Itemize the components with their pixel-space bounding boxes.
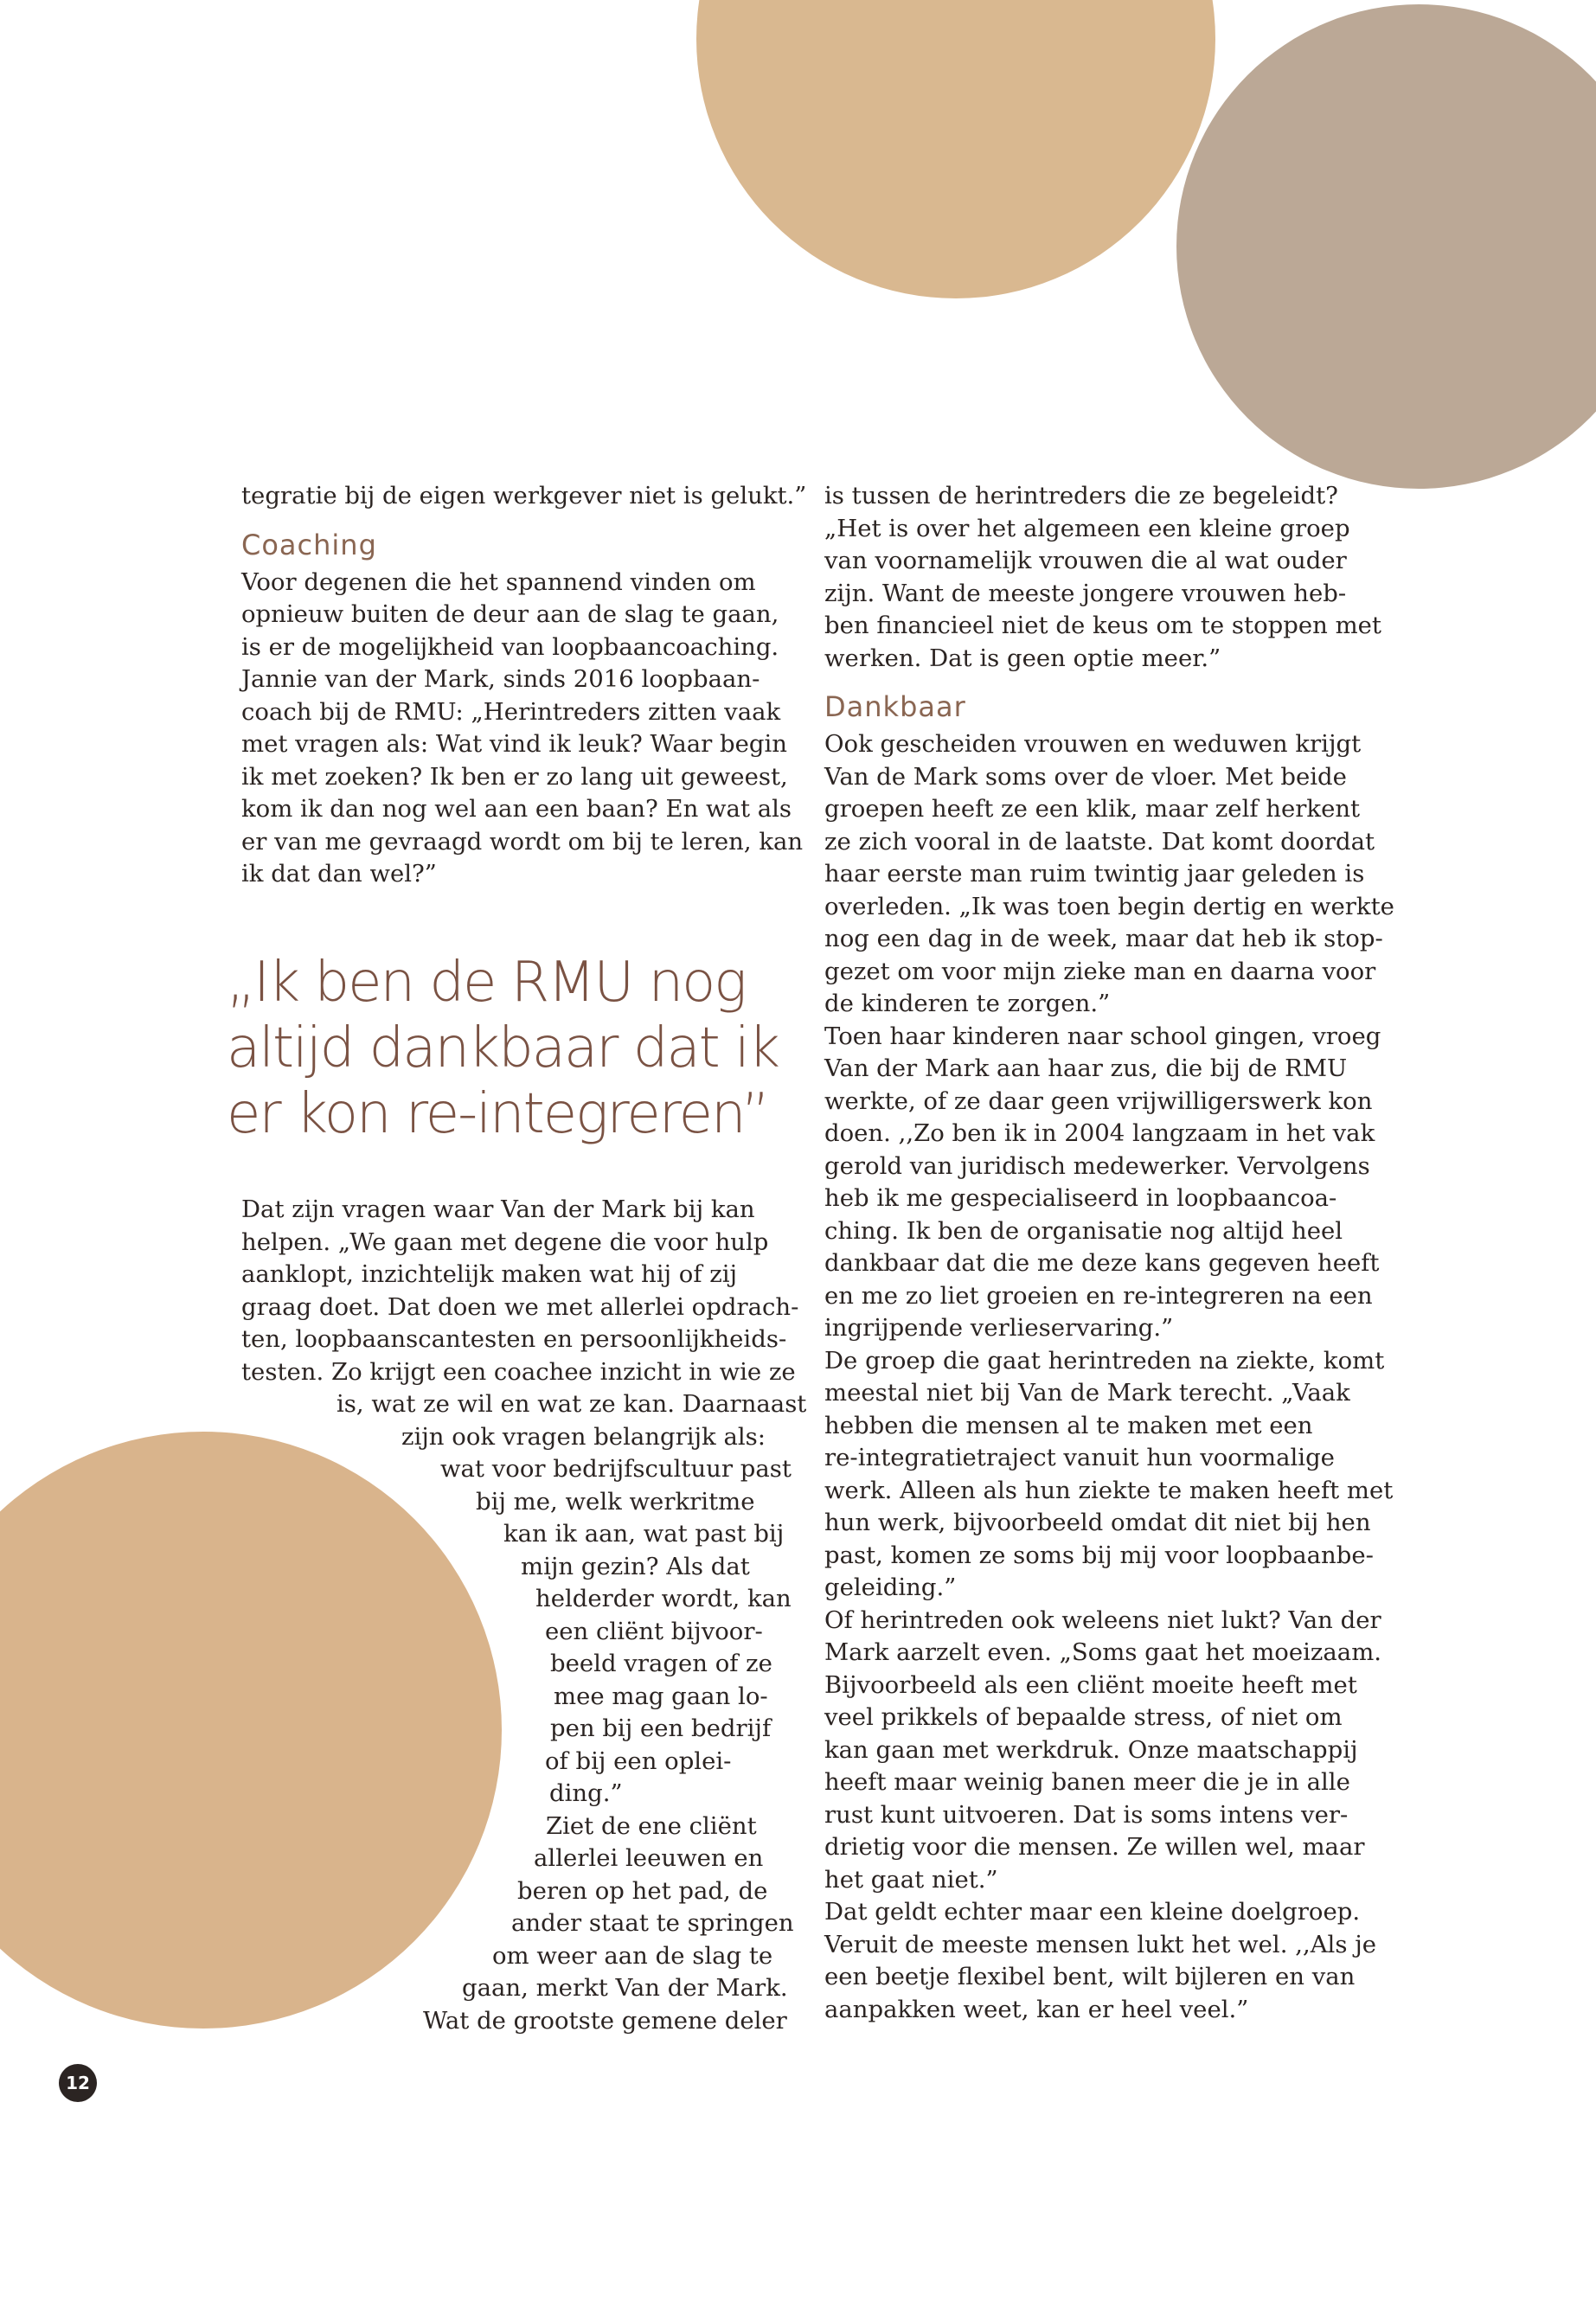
dankbaar-line: geleiding.” <box>824 1574 957 1601</box>
body-line: kan ik aan, wat past bij <box>503 1520 785 1548</box>
right-column <box>824 480 1394 2026</box>
coaching-heading: Coaching <box>241 528 377 561</box>
body-line: zijn ook vragen belangrijk als: <box>401 1422 766 1451</box>
right-intro-line: „Het is over het algemeen een kleine groep <box>824 514 1350 542</box>
dankbaar-line: en me zo liet groeien en re-integreren na een <box>824 1281 1373 1310</box>
dankbaar-line: De groep die gaat herintreden na ziekte, komt <box>824 1346 1385 1375</box>
dankbaar-line: Dat geldt echter maar een kleine doelgroep. <box>824 1898 1361 1926</box>
dankbaar-line: meestal niet bij Van de Mark terecht. „Vaak <box>824 1379 1350 1407</box>
decorative-circle-tan <box>696 0 1215 298</box>
dankbaar-line: het gaat niet.” <box>824 1865 998 1894</box>
body-line: aanklopt, inzichtelijk maken wat hij of zij <box>241 1260 738 1288</box>
dankbaar-line: ze zich vooral in de laatste. Dat komt doordat <box>824 827 1375 856</box>
dankbaar-line: dankbaar dat die me deze kans gegeven heeft <box>824 1249 1380 1277</box>
left-body-paragraph <box>241 1194 807 2037</box>
coaching-line: Jannie van der Mark, sinds 2016 loopbaan- <box>241 665 760 693</box>
dankbaar-line: groepen heeft ze een klik, maar zelf herkent <box>824 795 1361 823</box>
dankbaar-line: ching. Ik ben de organisatie nog altijd heel <box>824 1216 1343 1245</box>
dankbaar-line: werkte, of ze daar geen vrijwilligerswerk kon <box>824 1086 1373 1115</box>
dankbaar-line: past, komen ze soms bij mij voor loopbaanbe- <box>824 1541 1374 1569</box>
body-line: of bij een oplei- <box>545 1747 732 1775</box>
coaching-line: met vragen als: Wat vind ik leuk? Waar begin <box>241 730 787 758</box>
dankbaar-line: kan gaan met werkdruk. Onze maatschappij <box>824 1735 1358 1764</box>
body-line: helpen. „We gaan met degene die voor hulp <box>241 1227 769 1256</box>
dankbaar-line: ingrijpende verlieservaring.” <box>824 1314 1174 1342</box>
right-intro-line: is tussen de herintreders die ze begeleidt? <box>824 482 1338 510</box>
body-line: mijn gezin? Als dat <box>521 1552 750 1580</box>
coaching-line: is er de mogelijkheid van loopbaancoaching. <box>241 632 779 661</box>
coaching-line: er van me gevraagd wordt om bij te leren, kan <box>241 827 804 856</box>
body-line: om weer aan de slag te <box>492 1941 773 1970</box>
body-line: Ziet de ene cliënt <box>546 1811 757 1840</box>
dankbaar-line: een beetje flexibel bent, wilt bijleren en van <box>824 1963 1356 1990</box>
body-line: is, wat ze wil en wat ze kan. Daarnaast <box>337 1390 807 1418</box>
pull-quote <box>227 950 815 1147</box>
dankbaar-line: aanpakken weet, kan er heel veel.” <box>824 1995 1249 2023</box>
body-line: graag doet. Dat doen we met allerlei opdrach- <box>241 1292 799 1321</box>
left-column <box>241 480 807 891</box>
dankbaar-line: doen. ,,Zo ben ik in 2004 langzaam in het vak <box>824 1119 1375 1147</box>
body-line: ander staat te springen <box>511 1909 794 1937</box>
dankbaar-heading: Dankbaar <box>824 690 966 723</box>
dankbaar-line: hebben die mensen al te maken met een <box>824 1411 1313 1439</box>
body-line: gaan, merkt Van der Mark. <box>462 1974 788 2002</box>
body-line: beeld vragen of ze <box>550 1650 772 1677</box>
dankbaar-line: Toen haar kinderen naar school gingen, vroeg <box>824 1022 1381 1050</box>
body-line: bij me, welk werkritme <box>476 1487 755 1516</box>
pull-quote-line: altijd dankbaar dat ik <box>227 1016 779 1080</box>
dankbaar-line: de kinderen te zorgen.” <box>824 990 1111 1017</box>
coaching-line: opnieuw buiten de deur aan de slag te gaan, <box>241 600 779 628</box>
dankbaar-line: rust kunt uitvoeren. Dat is soms intens ver- <box>824 1800 1349 1829</box>
coaching-paragraph <box>241 567 804 891</box>
dankbaar-line: overleden. „Ik was toen begin dertig en werkte <box>824 892 1394 920</box>
body-line: helderder wordt, kan <box>535 1585 792 1612</box>
dankbaar-line: heeft maar weinig banen meer die je in alle <box>824 1768 1350 1796</box>
dankbaar-line: Mark aarzelt even. „Soms gaat het moeizaam. <box>824 1638 1382 1666</box>
pull-quote-line: „Ik ben de RMU nog <box>227 951 746 1015</box>
dankbaar-line: Van de Mark soms over de vloer. Met beide <box>824 762 1347 791</box>
dankbaar-line: Veruit de meeste mensen lukt het wel. ,,Als je <box>824 1930 1377 1958</box>
coaching-line: ik dat dan wel?” <box>241 860 437 888</box>
page-number: 12 <box>59 2064 97 2102</box>
body-line: een cliënt bijvoor- <box>545 1617 763 1645</box>
dankbaar-line: Bijvoorbeeld als een cliënt moeite heeft met <box>824 1670 1357 1699</box>
decorative-circle-taupe <box>1176 4 1596 489</box>
right-intro-line: ben financieel niet de keus om te stoppen met <box>824 612 1381 639</box>
coaching-line: kom ik dan nog wel aan een baan? En wat als <box>241 795 792 823</box>
body-line: wat voor bedrijfscultuur past <box>440 1455 792 1483</box>
body-line: mee mag gaan lo- <box>554 1682 768 1710</box>
right-intro-line: van voornamelijk vrouwen die al wat ouder <box>824 547 1347 574</box>
body-line: Wat de grootste gemene deler <box>423 2006 787 2035</box>
body-line: ding.” <box>549 1779 623 1807</box>
body-line: pen bij een bedrijf <box>550 1715 772 1742</box>
body-line: Dat zijn vragen waar Van der Mark bij kan <box>241 1195 755 1223</box>
coaching-line: coach bij de RMU: „Herintreders zitten vaak <box>241 697 781 726</box>
coaching-line: Voor degenen die het spannend vinden om <box>241 567 756 596</box>
dankbaar-line: Van der Mark aan haar zus, die bij de RMU <box>824 1054 1348 1082</box>
right-intro-paragraph <box>824 480 1381 675</box>
dankbaar-line: veel prikkels of bepaalde stress, of niet om <box>824 1703 1343 1731</box>
dankbaar-line: gezet om voor mijn zieke man en daarna voor <box>824 957 1376 985</box>
pull-quote-line: er kon re-integreren” <box>227 1082 769 1146</box>
right-intro-line: werken. Dat is geen optie meer.” <box>824 644 1221 672</box>
dankbaar-line: nog een dag in de week, maar dat heb ik stop- <box>824 925 1383 952</box>
dankbaar-line: gerold van juridisch medewerker. Vervolgens <box>824 1151 1370 1180</box>
dankbaar-line: heb ik me gespecialiseerd in loopbaancoa- <box>824 1184 1337 1212</box>
coaching-line: ik met zoeken? Ik ben er zo lang uit geweest, <box>241 762 788 791</box>
dankbaar-line: drietig voor die mensen. Ze willen wel, maar <box>824 1833 1365 1861</box>
dankbaar-line: hun werk, bijvoorbeeld omdat dit niet bij hen <box>824 1509 1371 1536</box>
body-line: allerlei leeuwen en <box>534 1844 764 1872</box>
body-line: testen. Zo krijgt een coachee inzicht in wie ze <box>241 1357 796 1386</box>
intro-line: tegratie bij de eigen werkgever niet is gelukt.” <box>241 482 807 510</box>
dankbaar-line: Of herintreden ook weleens niet lukt? Van der <box>824 1606 1381 1634</box>
dankbaar-line: werk. Alleen als hun ziekte te maken heeft met <box>824 1476 1394 1504</box>
dankbaar-line: re-integratietraject vanuit hun voormalige <box>824 1444 1335 1471</box>
body-line: ten, loopbaanscantesten en persoonlijkheids- <box>241 1325 787 1353</box>
dankbaar-paragraph <box>824 728 1394 2026</box>
dankbaar-line: haar eerste man ruim twintig jaar geleden is <box>824 860 1365 888</box>
dankbaar-line: Ook gescheiden vrouwen en weduwen krijgt <box>824 730 1362 758</box>
right-intro-line: zijn. Want de meeste jongere vrouwen heb- <box>824 579 1347 607</box>
body-line: beren op het pad, de <box>517 1876 768 1905</box>
